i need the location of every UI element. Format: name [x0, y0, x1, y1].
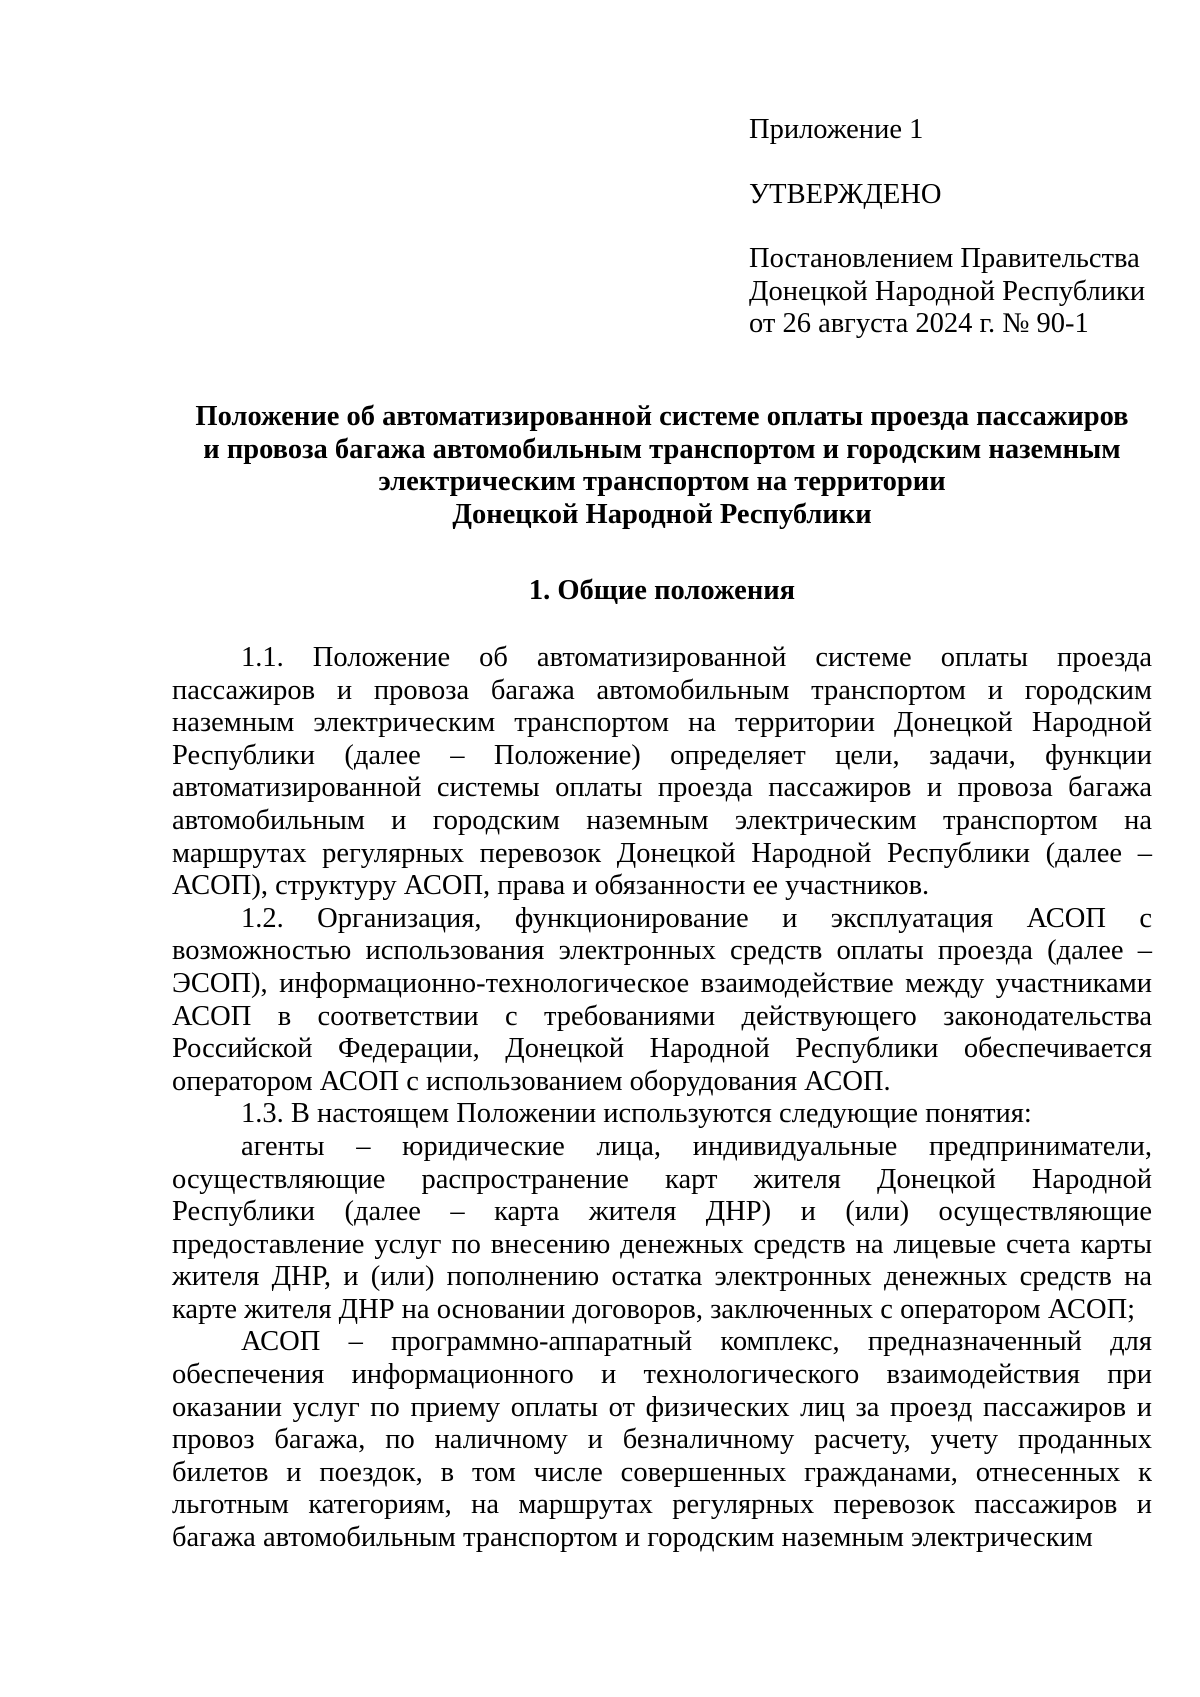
approved-stamp: УТВЕРЖДЕНО	[749, 178, 942, 210]
approval-block	[749, 114, 1169, 341]
section-heading: 1. Общие положения	[528, 575, 796, 606]
decree-line-2: Донецкой Народной Республики	[749, 275, 1146, 307]
definition-agents: агенты – юридические лица, индивидуальные предприниматели, осуществляющие распространение карт жителя Донецкой Народной Республики (далее – карта жителя ДНР) и (или) осуществляющие предоставление услуг по внесению денежных средств на лицевые счета карты жителя ДНР, и (или) пополнению остатка электронных денежных средств на карте жителя ДНР на основании договоров, заключенных с оператором АСОП;	[172, 1130, 1152, 1325]
title-line-4: Донецкой Народной Республики	[452, 498, 872, 530]
document-body	[172, 642, 1152, 1555]
decree-line-1: Постановлением Правительства	[749, 243, 1140, 275]
title-line-1: Положение об автоматизированной системе оплаты проезда пассажиров	[195, 401, 1129, 432]
definition-asop: АСОП – программно-аппаратный комплекс, предназначенный для обеспечения информационного и технологического взаимодействия при оказании услуг по приему оплаты от физических лиц за проезд пассажиров и провоз багажа, по наличному и безналичному расчету, учету проданных билетов и поездок, в том числе совершенных гражданами, отнесенных к льготным категориям, на маршрутах регулярных перевозок пассажиров и багажа автомобильным транспортом и городским наземным электрическим	[172, 1326, 1152, 1554]
appendix-label: Приложение 1	[749, 114, 924, 145]
decree-line-3: от 26 августа 2024 г. № 90-1	[749, 308, 1089, 340]
paragraph-1-1: 1.1. Положение об автоматизированной системе оплаты проезда пассажиров и провоза багажа автомобильным транспортом и городским наземным электрическим транспортом на территории Донецкой Народной Республики (далее – Положение) определяет цели, задачи, функции автоматизированной системы оплаты проезда пассажиров и провоза багажа автомобильным и городским наземным электрическим транспортом на маршрутах регулярных перевозок Донецкой Народной Республики (далее – АСОП), структуру АСОП, права и обязанности ее участников.	[172, 642, 1152, 902]
paragraph-1-2: 1.2. Организация, функционирование и эксплуатация АСОП с возможностью использования электронных средств оплаты проезда (далее – ЭСОП), информационно-технологическое взаимодействие между участниками АСОП в соответствии с требованиями действующего законодательства Российской Федерации, Донецкой Народной Республики обеспечивается оператором АСОП с использованием оборудования АСОП.	[172, 902, 1152, 1097]
title-line-3: электрическим транспортом на территории	[378, 466, 946, 498]
paragraph-1-3: 1.3. В настоящем Положении используются следующие понятия:	[241, 1098, 1032, 1130]
document-title	[172, 401, 1152, 531]
title-line-2: и провоза багажа автомобильным транспортом и городским наземным	[203, 433, 1121, 465]
